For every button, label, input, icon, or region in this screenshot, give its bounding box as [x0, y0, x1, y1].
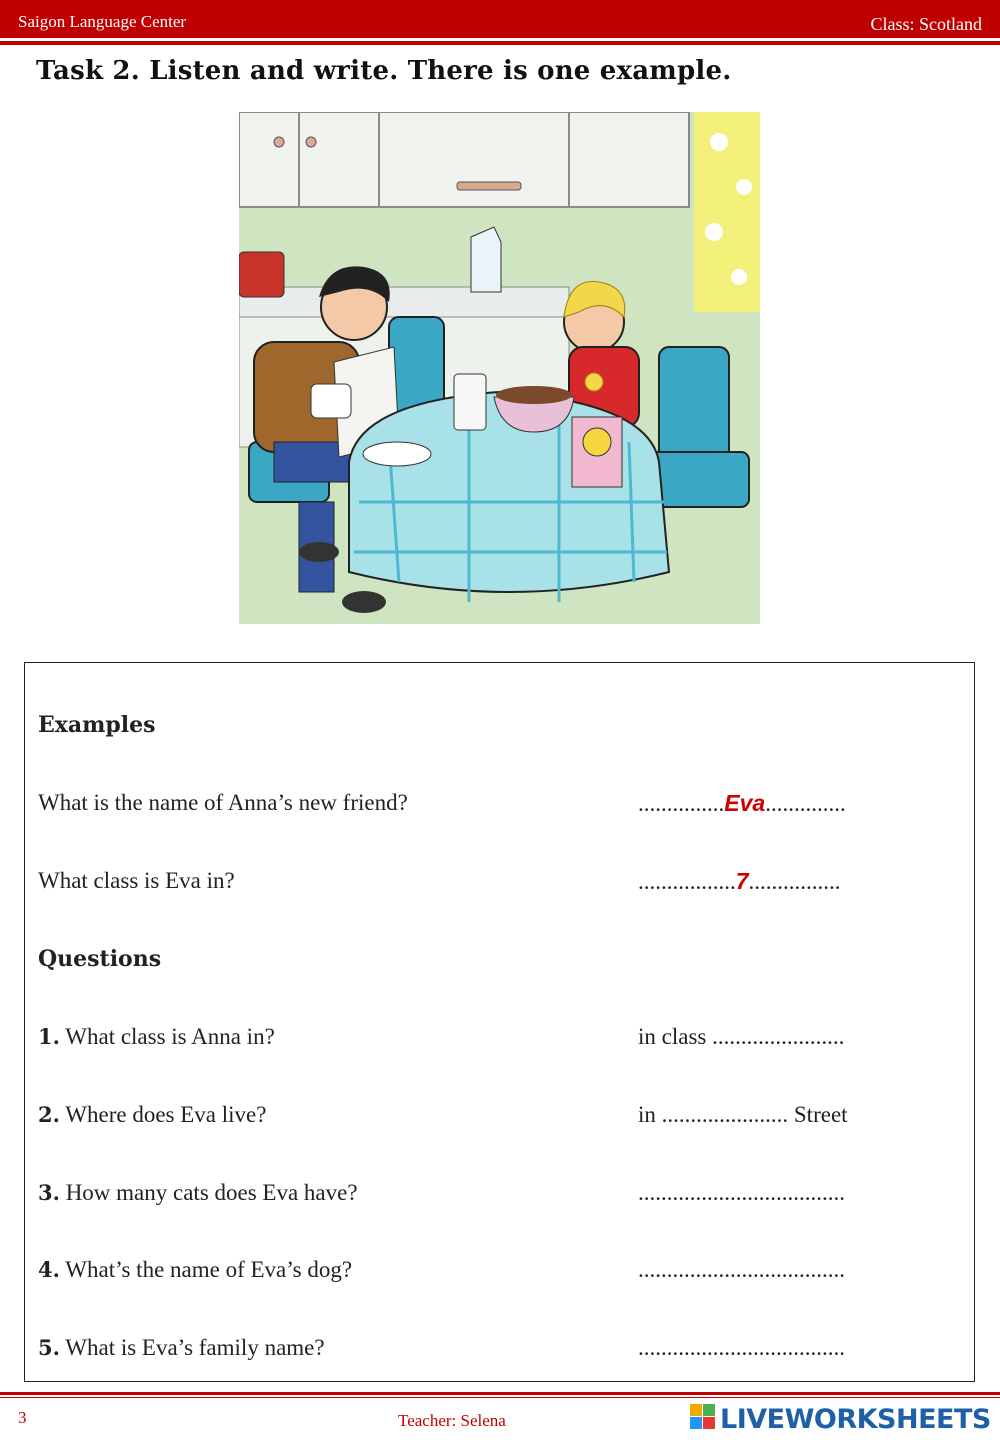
answer-blank-1[interactable]: in class ....................... [638, 1024, 845, 1049]
questions-heading: Questions [38, 946, 162, 972]
liveworksheets-cube-icon [690, 1404, 716, 1434]
question-1: 1. What class is Anna in? [38, 1024, 275, 1049]
footer-rule-thin [0, 1397, 1000, 1398]
answer-blank-5[interactable]: .................................... [638, 1335, 845, 1360]
question-5: 5. What is Eva’s family name? [38, 1335, 325, 1360]
question-2: 2. Where does Eva live? [38, 1102, 267, 1127]
answer-blank-4[interactable]: .................................... [638, 1257, 845, 1282]
class-label: Class: Scotland [870, 14, 982, 34]
teacher-name: Teacher: Selena [398, 1411, 506, 1430]
center-name: Saigon Language Center [18, 12, 187, 31]
example-answer-2: .................7................ [638, 868, 841, 894]
example-question-2: What class is Eva in? [38, 868, 235, 893]
page-number: 3 [18, 1408, 27, 1427]
task-title: Task 2. Listen and write. There is one example. [36, 56, 732, 86]
examples-heading: Examples [38, 712, 156, 738]
question-4: 4. What’s the name of Eva’s dog? [38, 1257, 353, 1282]
brand-name: LIVEWORKSHEETS [720, 1403, 991, 1435]
question-3: 3. How many cats does Eva have? [38, 1180, 358, 1205]
example-question-1: What is the name of Anna’s new friend? [38, 790, 408, 815]
example-answer-1: ...............Eva.............. [638, 790, 846, 816]
header-rule [0, 41, 1000, 45]
footer-rule [0, 1392, 1000, 1395]
answer-blank-3[interactable]: .................................... [638, 1180, 845, 1205]
liveworksheets-logo[interactable] [690, 1402, 991, 1436]
answer-blank-2[interactable]: in ...................... Street [638, 1102, 848, 1127]
kitchen-illustration [239, 112, 760, 624]
